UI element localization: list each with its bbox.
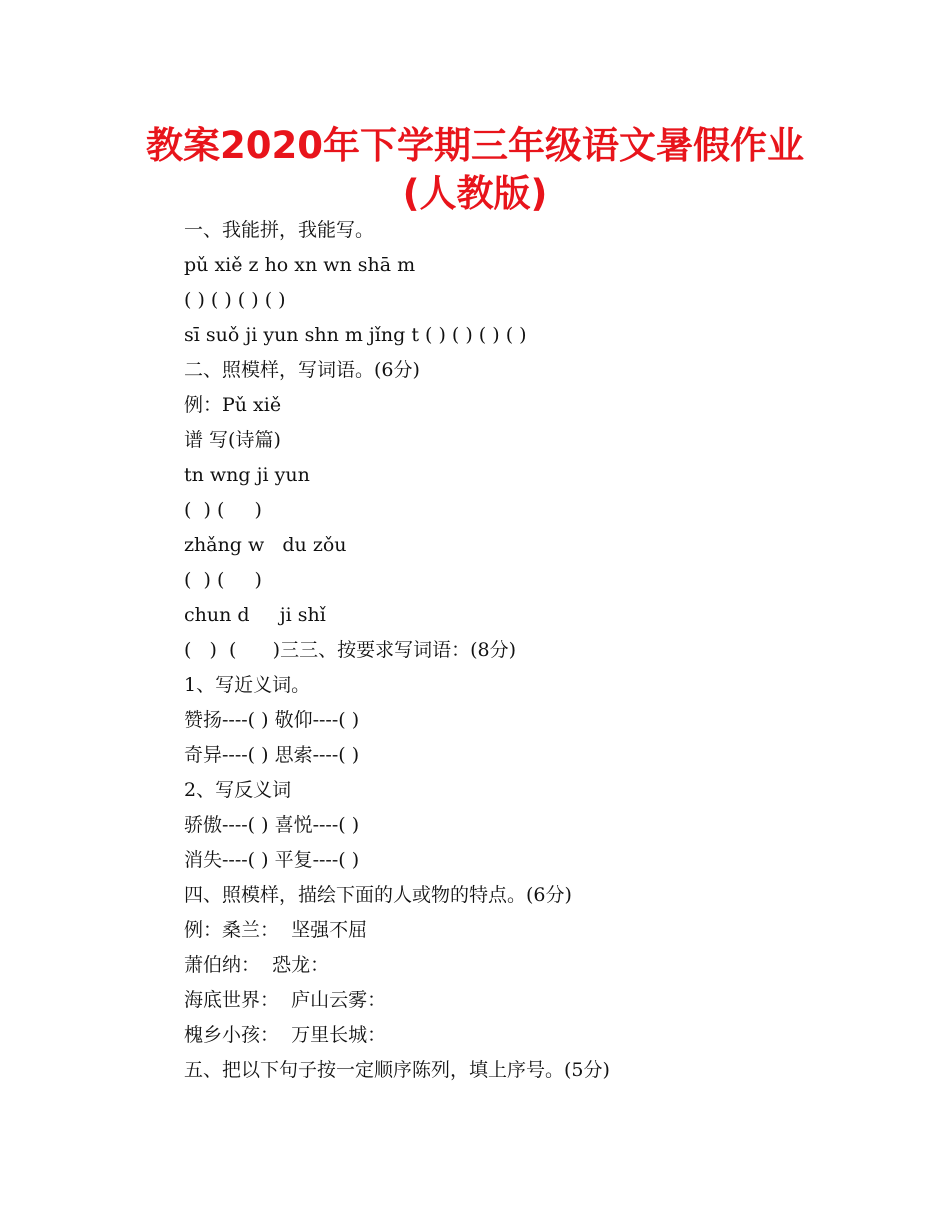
subsection-heading: 2、写反义词	[184, 779, 292, 801]
word-pair-line: 消失----( ) 平复----( )	[184, 849, 360, 871]
word-pair-line: 骄傲----( ) 喜悦----( )	[184, 814, 360, 836]
section-heading-3: ( ) ( )三三、按要求写词语：(8分)	[184, 639, 516, 661]
pinyin-line: chun d ji shǐ	[184, 604, 326, 626]
description-line: 槐乡小孩： 万里长城：	[184, 1024, 387, 1046]
answer-blanks: ( ) ( ) ( ) ( )	[184, 289, 286, 311]
pinyin-line: sī suǒ ji yun shn m jǐng t ( ) ( ) ( ) ( )	[184, 324, 527, 346]
document-body	[184, 213, 904, 1088]
answer-blanks: ( ) ( )	[184, 569, 262, 591]
description-line: 萧伯纳： 恐龙：	[184, 954, 330, 976]
pinyin-line: tn wng ji yun	[184, 464, 310, 486]
word-pair-line: 赞扬----( ) 敬仰----( )	[184, 709, 360, 731]
document-subtitle: (人教版)	[402, 172, 548, 215]
description-line: 海底世界： 庐山云雾：	[184, 989, 387, 1011]
pinyin-line: zhǎng w du zǒu	[184, 534, 347, 556]
section-heading-2: 二、照模样，写词语。(6分)	[184, 359, 420, 381]
example-line: 谱 写(诗篇)	[184, 429, 281, 451]
word-pair-line: 奇异----( ) 思索----( )	[184, 744, 360, 766]
example-line: 例：Pǔ xiě	[184, 394, 282, 416]
pinyin-line: pǔ xiě z ho xn wn shā m	[184, 254, 416, 276]
example-line: 例：桑兰： 坚强不屈	[184, 919, 368, 941]
document-title: 教案2020年下学期三年级语文暑假作业	[146, 124, 804, 167]
subsection-heading: 1、写近义词。	[184, 674, 311, 696]
section-heading-1: 一、我能拼，我能写。	[184, 219, 375, 241]
section-heading-4: 四、照模样，描绘下面的人或物的特点。(6分)	[184, 884, 572, 906]
answer-blanks: ( ) ( )	[184, 499, 262, 521]
section-heading-5: 五、把以下句子按一定顺序陈列，填上序号。(5分)	[184, 1059, 610, 1081]
